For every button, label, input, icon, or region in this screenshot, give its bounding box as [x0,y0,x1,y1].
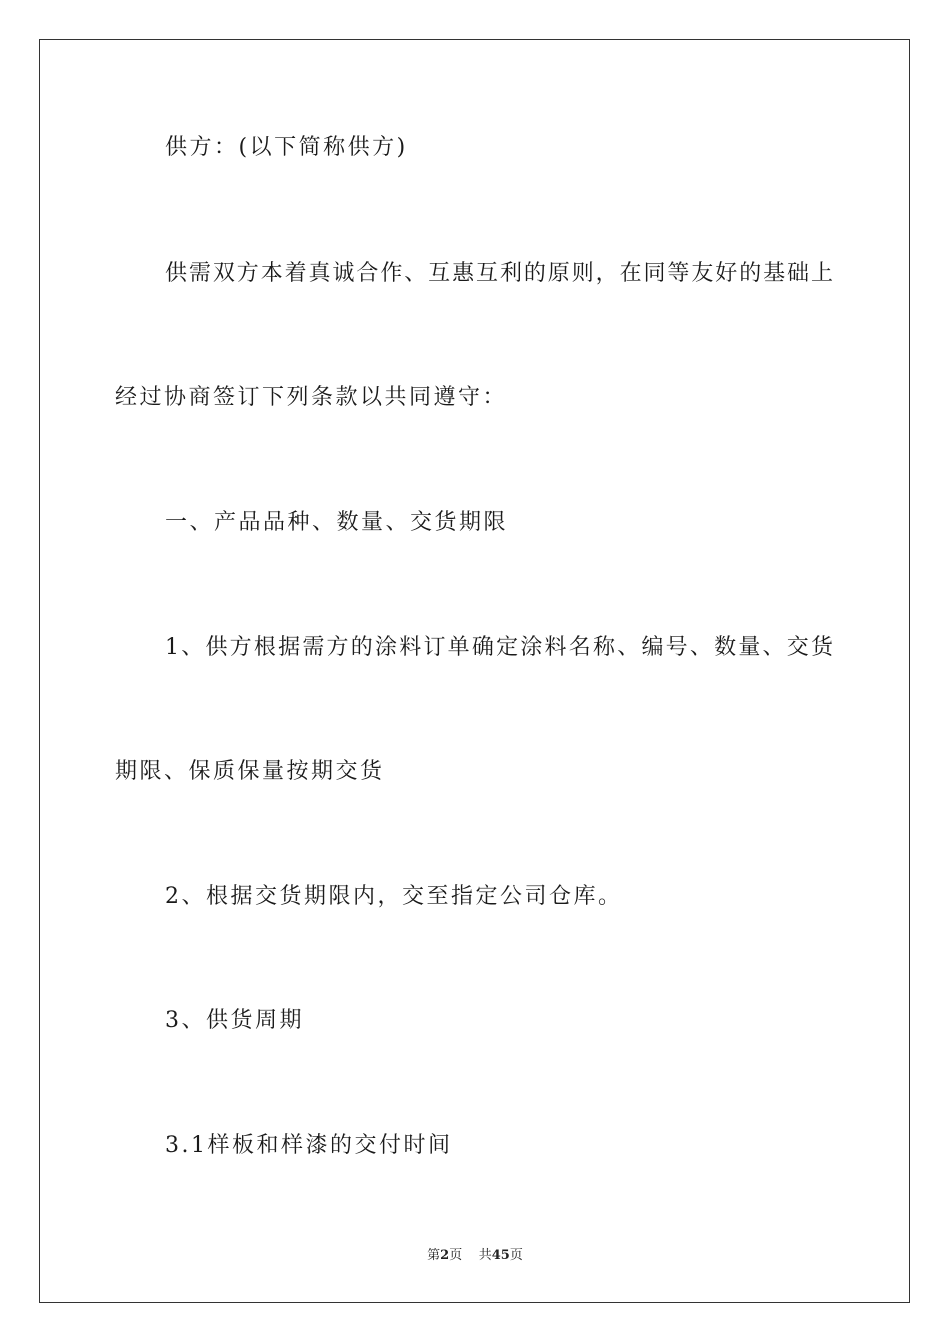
page-footer [0,1247,950,1265]
clause-3: 3、供货周期 [165,1008,304,1033]
current-page-number: 2 [440,1248,450,1263]
page-prefix: 第 [427,1248,441,1263]
clause-1-line-1: 1、供方根据需方的涂料订单确定涂料名称、编号、数量、交货 [165,635,833,660]
intro-paragraph-line-1: 供需双方本着真诚合作、互惠互利的原则，在同等友好的基础上 [165,261,833,286]
supplier-line: 供方：(以下简称供方) [165,135,408,160]
clause-1-line-2: 期限、保质保量按期交货 [115,759,385,784]
total-prefix: 共 [478,1248,492,1263]
section-heading-1: 一、产品品种、数量、交货期限 [165,510,509,535]
clause-3-1: 3.1样板和样漆的交付时间 [165,1133,453,1158]
total-pages-number: 45 [491,1248,510,1263]
clause-2: 2、根据交货期限内，交至指定公司仓库。 [165,884,623,909]
page-suffix: 页 [449,1248,463,1263]
page-border [39,39,910,1303]
total-suffix: 页 [509,1248,523,1263]
intro-paragraph-line-2: 经过协商签订下列条款以共同遵守： [115,385,508,410]
